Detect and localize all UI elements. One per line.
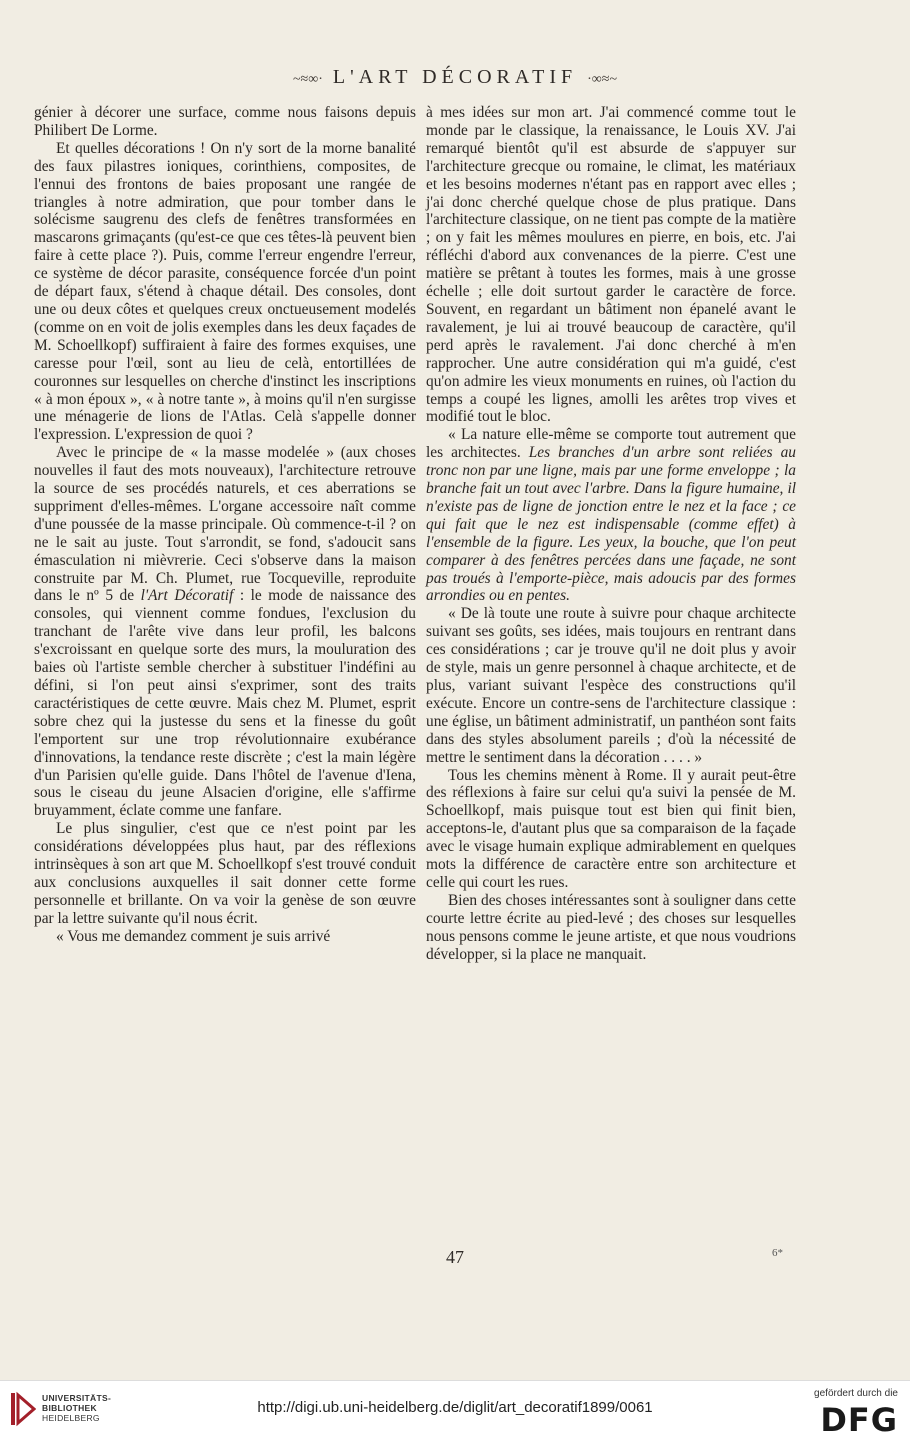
dfg-logo: DFG (820, 1401, 898, 1439)
paragraph: « La nature elle-même se comporte tout autrement que les architectes. Les branches d'un arbre sont reliées au tronc non par une ligne, mais par une forme enveloppe ; la branche fait un tout avec l'arbre. Dans la figure humaine, il n'existe pas de ligne de jonction entre le nez et la face ; ce qui fait que le nez est indispensable (comme effet) à l'ensemble de la figure. Les yeux, la bouche, que l'on peut comparer à des fenêtres percées dans une façade, ne sont pas troués à l'emporte-pièce, mais adoucis par des formes arrondies ou en pentes. (426, 426, 796, 605)
signature-mark: 6* (772, 1247, 783, 1259)
paragraph: Le plus singulier, c'est que ce n'est point par les considérations développées plus haut, par des réflexions intrinsèques à son art que M. Schoellkopf s'est trouvé conduit aux conclusions auxquelles il sait donner cette forme personnelle et brillante. On va voir la genèse de son œuvre par la lettre suivante qu'il nous écrit. (34, 820, 416, 927)
permalink-url[interactable]: http://digi.ub.uni-heidelberg.de/diglit/art_decoratif1899/0061 (257, 1399, 653, 1416)
left-ornament: ~≈∞· (292, 72, 323, 87)
library-name: UNIVERSITÄTS- BIBLIOTHEK HEIDELBERG (42, 1393, 112, 1423)
running-head (0, 66, 910, 89)
paragraph: Et quelles décorations ! On n'y sort de la morne banalité des faux pilastres ioniques, corinthiens, composites, de l'ennui des frontons de baies proposant une rangée de triangles à notre admiration, que pour tomber dans le solécisme saugrenu des clefs de fenêtres transformées en mascarons grimaçants (qu'est-ce que ces têtes-là peuvent bien faire à cette place ?). Puis, comme l'erreur engendre l'erreur, ce système de décor parasite, conséquence forcée d'un point de départ faux, s'étend à chaque détail. Des consoles, dont une ou deux côtes et quelques creux onctueusement modelés (comme on en voit de jolis exemples dans les deux façades de M. Schoellkopf) suffiraient à faire des formes exquises, une caresse pour l'œil, sont au lieu de celà, entortillées de couronnes sur lesquelles on cherche d'instinct les inscriptions « à mon époux », « à notre tante », à moins qu'il n'en surgisse une ménagerie de lions de l'Atlas. Celà s'appelle donner l'expression. L'expression de quoi ? (34, 139, 416, 444)
right-column (426, 104, 796, 964)
viewer-footer (0, 1380, 910, 1442)
paragraph: « De là toute une route à suivre pour chaque architecte suivant ses goûts, ses idées, mais toujours en rentrant dans ces considérations ; car je trouve qu'il ne doit plus y avoir de style, mais un genre personnel à chaque architecte, et de plus, variant suivant l'espèce des constructions qu'il exécute. Encore un contre-sens de l'architecture classique : une église, un bâtiment administratif, un panthéon sont faits dans des styles absolument pareils ; d'où la nécessité de mettre le sentiment dans la décoration . . . . » (426, 605, 796, 766)
paragraph: « Vous me demandez comment je suis arrivé (56, 927, 331, 945)
right-ornament: ·∞≈~ (587, 72, 618, 87)
paragraph: Tous les chemins mènent à Rome. Il y aurait peut-être des réflexions à faire sur celui qu'a suivi la pensée de M. Schoellkopf, mais puisque tout est bien qui finit bien, acceptons-le, d'autant plus que sa comparaison de la façade avec le visage humain explique admirablement en quelques mots la différence de caractère entre son architecture et celle qui court les rues. (426, 766, 796, 891)
left-column (34, 104, 416, 946)
paragraph: à mes idées sur mon art. J'ai commencé comme tout le monde par le classique, la renaissance, le Louis XV. J'ai remarqué bientôt qu'il est absurde de s'appuyer sur l'architecture grecque ou romaine, le climat, les matériaux et les besoins modernes n'étant pas en rapport avec elles ; j'ai donc cherché quelque chose de plus pratique. Dans l'architecture classique, on ne tient pas compte de la matière ; on y fait les mêmes moulures en pierre, en bois, etc. J'ai réfléchi d'abord aux convenances de la pierre. C'est une matière se prêtant à toutes les formes, mais à une grosse échelle ; elle doit surtout garder le caractère de force. Souvent, en regardant un bâtiment non épanelé avant le ravalement, je lui ai trouvé beaucoup de caractère, qu'il perd après le ravalement. J'ai donc cherché à m'en rapprocher. Une autre considération qui m'a guidé, c'est qu'on admire les vieux monuments en ruines, où l'action du temps a coupé les lignes, amolli les arêtes trop vives et modifié tout le bloc. (426, 104, 796, 426)
paragraph: génier à décorer une surface, comme nous faisons depuis Philibert De Lorme. (34, 104, 416, 139)
paragraph: Bien des choses intéressantes sont à souligner dans cette courte lettre écrite au pied-levé ; des choses sur lesquelles nous pensons comme le jeune artiste, et que nous voudrions développer, si la place ne manquait. (426, 891, 796, 963)
paragraph: Avec le principe de « la masse modelée » (aux choses nouvelles il faut des mots nouveaux), l'architecture retrouve la source de ses procédés naturels, et ces aberrations se suppriment d'elles-mêmes. L'organe accessoire naît comme d'une poussée de la masse principale. Où commence-t-il ? on ne le sait au juste. Tout s'arrondit, se fond, s'adoucit sans émasculation ni mièvrerie. Ceci s'observe dans la maison construite par M. Ch. Plumet, rue Tocqueville, reproduite dans le nº 5 de l'Art Décoratif : le mode de naissance des consoles, qui viennent comme fondues, l'exclusion du tranchant de l'arête vive dans leur profil, les balcons s'excroissant en quelque sorte des murs, la mouluration des baies où l'artiste semble chercher à substituer l'indéfini au défini, si l'on peut ainsi s'exprimer, sont des traits caractéristiques de cette œuvre. Mais chez M. Plumet, esprit sobre chez qui la justesse du sens et la finesse du goût l'emportent sur une trop révolutionnaire exubérance d'innovations, la tendance reste discrète ; c'est la main légère d'un Parisien qu'elle guide. Dans l'hôtel de l'avenue d'Iena, sous le ciseau du jeune Alsacien d'origine, elle s'affirme bruyamment, éclate comme une fanfare. (34, 444, 416, 820)
funding-note: gefördert durch die (814, 1388, 898, 1399)
journal-title: L'ART DÉCORATIF (332, 66, 578, 88)
page-number: 47 (446, 1247, 464, 1267)
